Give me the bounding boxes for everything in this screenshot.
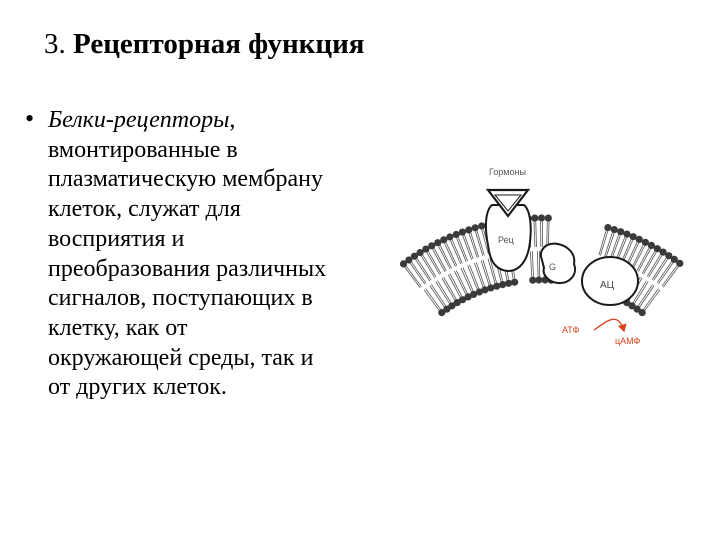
lipid-tail-37 xyxy=(442,278,455,300)
g-protein xyxy=(541,244,575,283)
lipid-tail-21 xyxy=(599,231,606,255)
hormone-label: Гормоны xyxy=(489,167,526,177)
lipid-head-11 xyxy=(465,226,472,233)
lipid-head-49 xyxy=(535,276,542,283)
lipid-tail-48 xyxy=(532,251,533,276)
lipid-tail-22 xyxy=(606,233,614,257)
receptor-term: Белки-рецепторы xyxy=(48,107,230,133)
lipid-head-47 xyxy=(511,279,518,286)
lipid-tail-18 xyxy=(536,222,537,247)
body-line-4: клеток, служат для xyxy=(48,196,241,223)
lipid-tail-42 xyxy=(474,263,483,287)
lipid-tail-11 xyxy=(471,233,479,257)
lipid-tail-4 xyxy=(427,253,440,275)
line1-punct: , xyxy=(229,107,236,133)
lipid-tail-5 xyxy=(433,250,445,272)
lipid-tail-10 xyxy=(465,235,474,259)
lipid-tail-33 xyxy=(663,267,678,287)
lipid-tail-43 xyxy=(481,261,489,285)
lipid-tail-41 xyxy=(470,265,479,289)
lipid-head-23 xyxy=(617,228,624,235)
lipid-head-26 xyxy=(636,236,643,243)
lipid-tail-11 xyxy=(469,234,477,258)
lipid-tail-5 xyxy=(434,249,446,271)
lipid-tail-23 xyxy=(610,235,619,259)
lipid-tail-42 xyxy=(476,262,484,286)
body-line-7: сигналов, поступающих в xyxy=(48,285,313,312)
lipid-tail-0 xyxy=(405,267,420,287)
lipid-head-9 xyxy=(453,231,460,238)
lipid-head-33 xyxy=(676,260,683,267)
body-line-8: клетку, как от xyxy=(48,314,188,341)
lipid-tail-36 xyxy=(438,281,451,303)
lipid-tail-29 xyxy=(644,252,657,274)
reaction-arrow-icon xyxy=(594,319,624,331)
body-line-5: восприятия и xyxy=(48,225,185,252)
lipid-head-45 xyxy=(499,281,506,288)
lipid-head-21 xyxy=(604,224,611,231)
atp-label: АТФ xyxy=(562,325,580,335)
lipid-tail-27 xyxy=(633,246,644,269)
lipid-head-12 xyxy=(472,224,479,231)
lipid-tail-36 xyxy=(436,282,450,304)
lipid-tail-38 xyxy=(448,275,460,297)
lipid-tail-22 xyxy=(605,233,613,257)
lipid-tail-35 xyxy=(430,286,444,307)
lipid-tail-38 xyxy=(450,274,462,297)
lipid-tail-6 xyxy=(440,246,451,269)
lipid-tail-18 xyxy=(534,222,535,247)
lipid-tail-20 xyxy=(548,222,549,247)
lipid-tail-28 xyxy=(637,248,649,270)
lipid-tail-21 xyxy=(600,231,607,255)
title-number: 3. xyxy=(44,28,66,60)
title-text: Рецепторная функция xyxy=(65,28,365,60)
bullet-icon: • xyxy=(25,104,35,133)
body-line-2: вмонтированные в xyxy=(48,136,238,163)
body-paragraph xyxy=(48,106,408,403)
lipid-tail-28 xyxy=(638,249,650,271)
body-line-3: плазматическую мембрану xyxy=(48,166,323,193)
lipid-tail-48 xyxy=(530,251,532,276)
body-line-6: преобразования различных xyxy=(48,255,327,282)
lipid-head-19 xyxy=(538,214,545,221)
lipid-tail-61 xyxy=(644,289,659,310)
slide-title xyxy=(44,28,365,61)
camp-label: цАМФ xyxy=(615,336,641,346)
adenylate-cyclase-label: АЦ xyxy=(600,280,615,291)
lipid-head-10 xyxy=(459,229,466,236)
body-line-9: окружающей среды, так и xyxy=(48,344,314,371)
lipid-tail-37 xyxy=(444,277,457,299)
lipid-head-13 xyxy=(478,222,485,229)
lipid-head-61 xyxy=(639,309,646,316)
lipid-tail-49 xyxy=(537,251,538,276)
lipid-head-8 xyxy=(446,233,453,240)
lipid-head-18 xyxy=(531,215,538,222)
lipid-head-24 xyxy=(623,231,630,238)
lipid-tail-60 xyxy=(640,286,654,307)
lipid-tail-27 xyxy=(632,245,643,268)
body-line-10: от других клеток. xyxy=(48,374,227,401)
receptor-label: Рец xyxy=(498,235,514,245)
lipid-head-46 xyxy=(505,280,512,287)
lipid-tail-34 xyxy=(426,289,441,310)
lipid-tail-20 xyxy=(547,222,548,247)
membrane-lipid-tails xyxy=(405,222,679,311)
receptor-membrane-diagram xyxy=(392,150,692,360)
lipid-head-22 xyxy=(611,226,618,233)
body-line-1 xyxy=(48,106,408,136)
lipid-tail-7 xyxy=(445,244,456,267)
lipid-head-20 xyxy=(545,215,552,222)
lipid-tail-6 xyxy=(439,246,451,269)
g-protein-label: G xyxy=(549,262,557,272)
lipid-tail-12 xyxy=(475,232,482,256)
